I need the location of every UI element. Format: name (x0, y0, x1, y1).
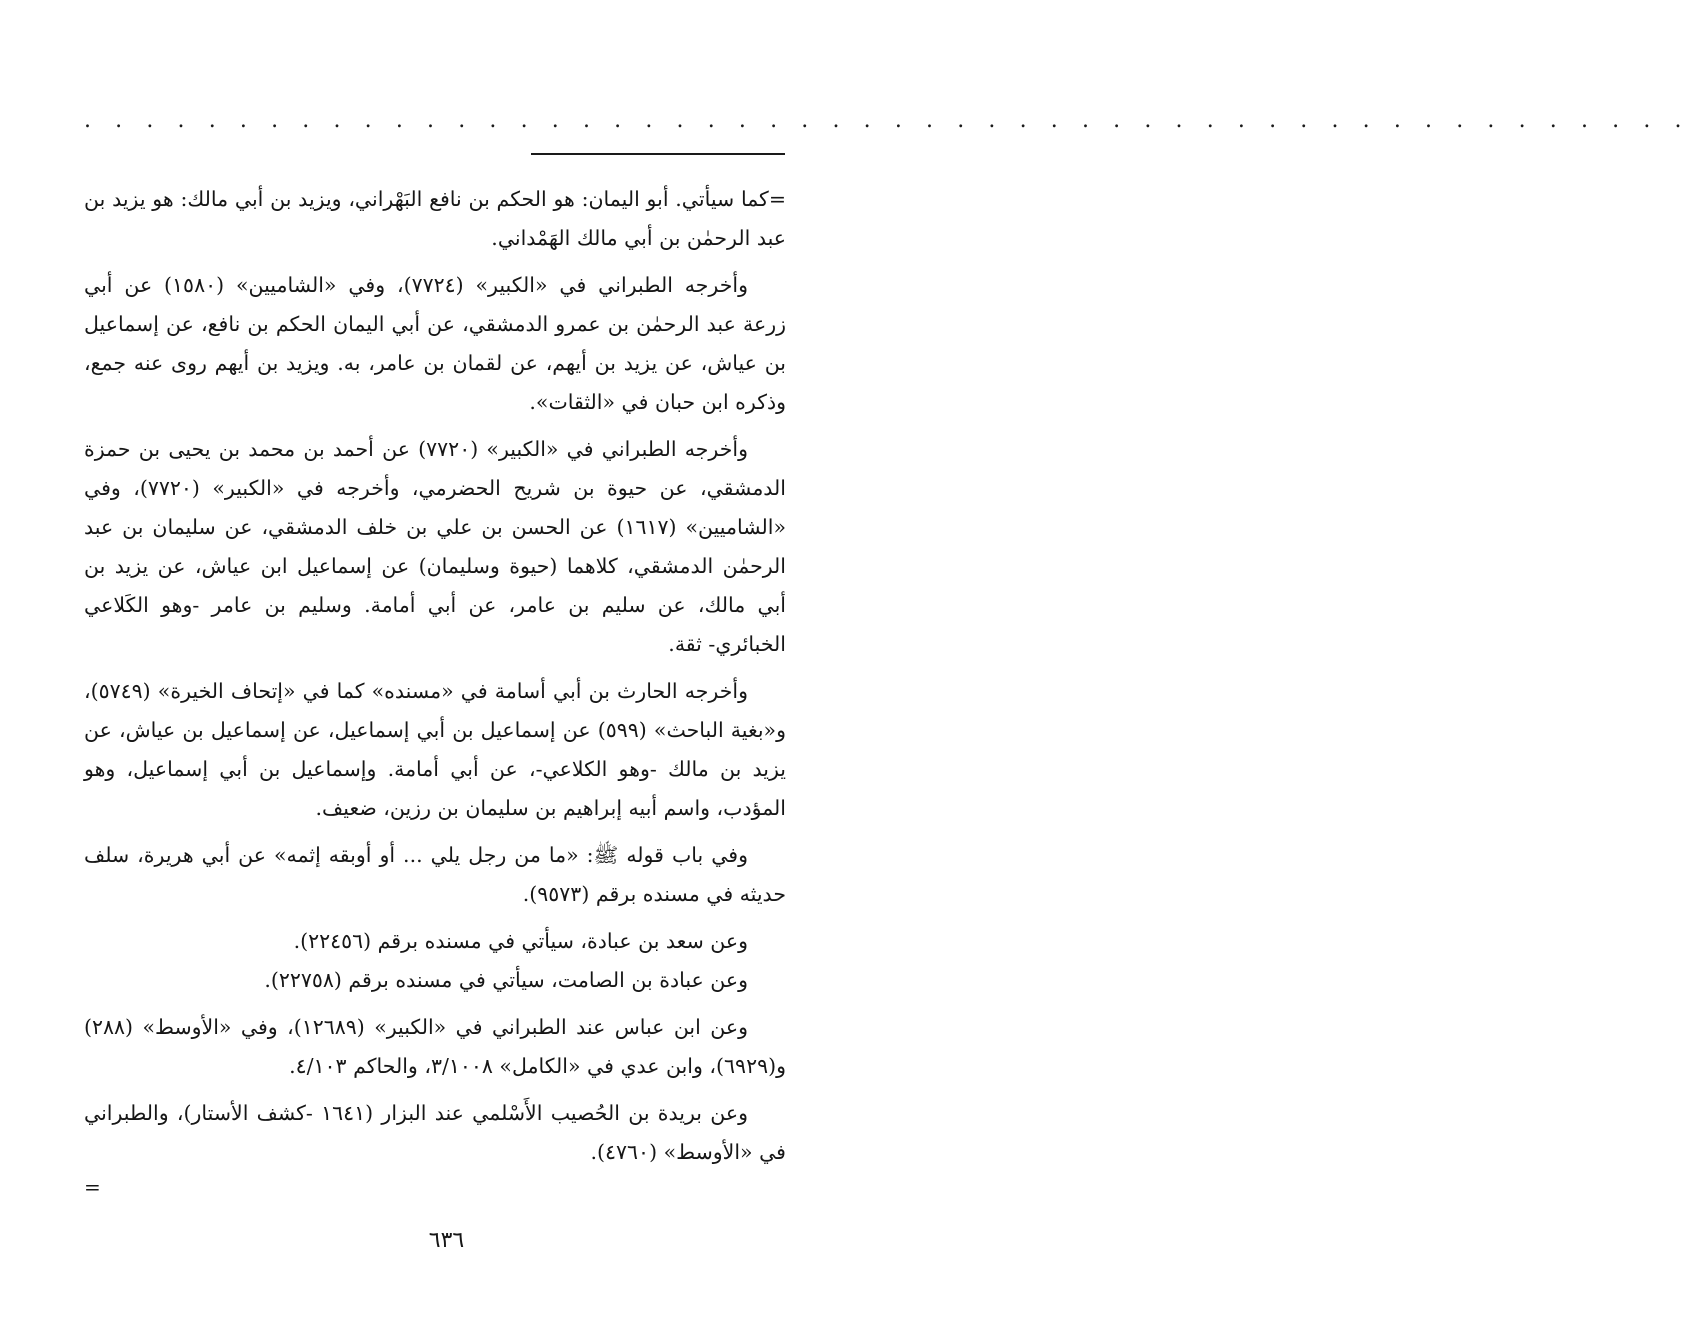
footnote-body (84, 180, 786, 1172)
paragraph-9: وعن بريدة بن الحُصيب الأَسْلمي عند البزار (١٦٤١ -كشف الأستار)، والطبراني في «الأوسط» (٤٧٦٠). (84, 1101, 786, 1164)
paragraph-3: وأخرجه الطبراني في «الكبير» (٧٧٢٠) عن أحمد بن محمد بن يحيى بن حمزة الدمشقي، عن حيوة بن شريح الحضرمي، وأخرجه في «الكبير» (٧٧٢٠)، وفي «الشاميين» (١٦١٧) عن الحسن بن علي بن خلف الدمشقي، عن سليمان بن عبد الرحمٰن الدمشقي، كلاهما (حيوة وسليمان) عن إسماعيل ابن عياش، عن يزيد بن أبي مالك، عن سليم بن عامر، عن أبي أمامة. وسليم بن عامر -وهو الكَلاعي الخبائري- ثقة. (84, 437, 787, 656)
paragraph-4: وأخرجه الحارث بن أبي أسامة في «مسنده» كما في «إتحاف الخيرة» (٥٧٤٩)، و«بغية الباحث» (٥٩٩) عن إسماعيل بن أبي إسماعيل، عن إسماعيل بن عياش، عن يزيد بن مالك -وهو الكلاعي-، عن أبي أمامة. وإسماعيل بن أبي إسماعيل، وهو المؤدب، واسم أبيه إبراهيم بن سليمان بن رزين، ضعيف. (84, 679, 786, 820)
paragraph-8: وعن ابن عباس عند الطبراني في «الكبير» (١٢٦٨٩)، وفي «الأوسط» (٢٨٨) و(٦٩٢٩)، وابن عدي في «الكامل» ٣/١٠٠٨، والحاكم ٤/١٠٣. (84, 1015, 786, 1078)
paragraph-2: وأخرجه الطبراني في «الكبير» (٧٧٢٤)، وفي «الشاميين» (١٥٨٠) عن أبي زرعة عبد الرحمٰن بن عمرو الدمشقي، عن أبي اليمان الحكم بن نافع، عن إسماعيل بن عياش، عن يزيد بن أيهم، عن لقمان بن عامر، به. ويزيد بن أيهم روى عنه جمع، وذكره ابن حبان في «الثقات». (84, 273, 786, 414)
separator-dots: . . . . . . . . . . . . . . . . . . . . . . . . . . . . . . . . . . . . . . . . . . . . . . . . . . . . (84, 108, 1690, 133)
paragraph-6: وعن سعد بن عبادة، سيأتي في مسنده برقم (٢٢٤٥٦). (293, 929, 748, 953)
continuation-mark: = (84, 1175, 101, 1199)
page-number: ٦٣٦ (428, 1228, 465, 1253)
footnote-rule (531, 153, 785, 155)
paragraph-5: وفي باب قوله ﷺ: «ما من رجل يلي ... أو أوبقه إثمه» عن أبي هريرة، سلف حديثه في مسنده برقم (٩٥٧٣). (84, 843, 786, 906)
paragraph-1: =كما سيأتي. أبو اليمان: هو الحكم بن نافع البَهْراني، ويزيد بن أبي مالك: هو يزيد بن عبد الرحمٰن بن أبي مالك الهَمْداني. (84, 187, 786, 250)
paragraph-7: وعن عبادة بن الصامت، سيأتي في مسنده برقم (٢٢٧٥٨). (264, 968, 748, 992)
